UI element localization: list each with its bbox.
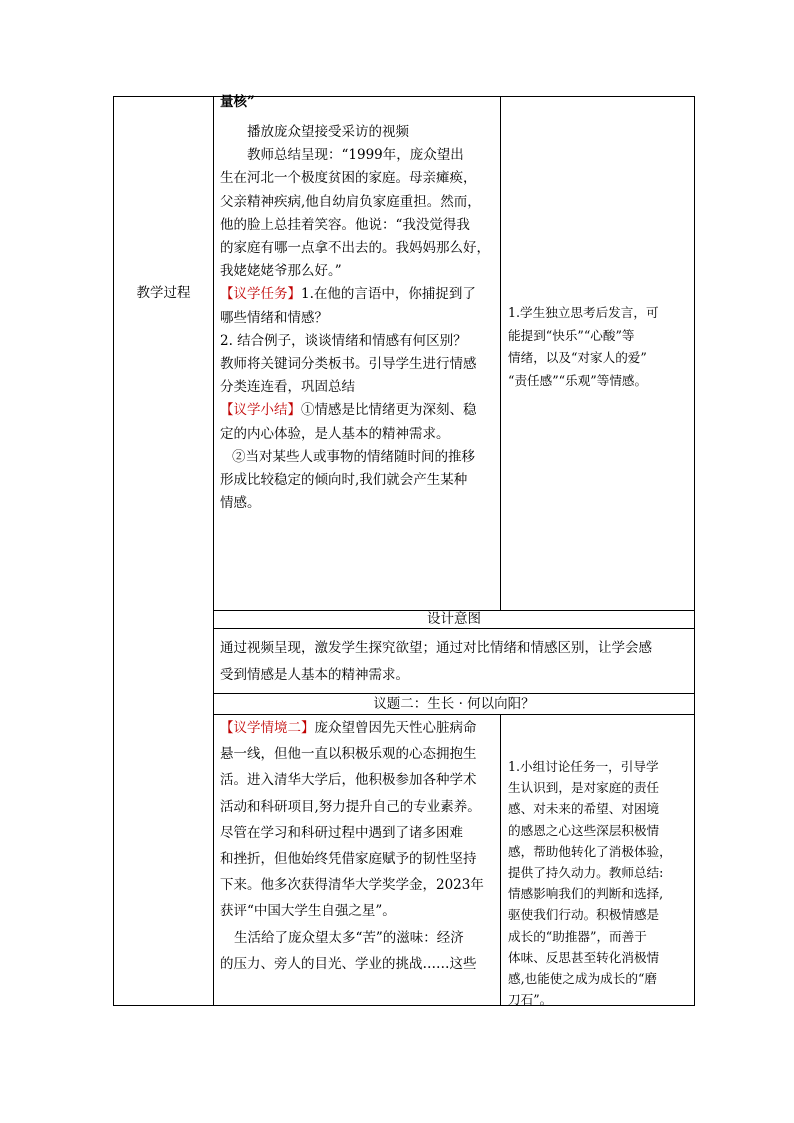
text-line: 活动和科研项目,努力提升自己的专业素养。	[220, 798, 481, 815]
text-line: 成长的“助推器”，而善于	[508, 928, 647, 944]
design-intent-header: 设计意图	[427, 611, 481, 627]
text-line: 情绪，以及“对家人的爱”	[508, 350, 647, 366]
text-line: 驱使我们行动。积极情感是	[508, 907, 660, 923]
top-right-cell	[508, 302, 690, 393]
text-line: 定的内心体验，是人基本的精神需求。	[220, 425, 450, 442]
topic2-header: 议题二：生长 · 何以向阳？	[373, 696, 535, 712]
text-line: 感，帮助他转化了消极体验，	[508, 843, 672, 859]
summary-text: ①情感是比情绪更为深刻、稳	[301, 402, 477, 419]
label-column-divider	[213, 96, 214, 1006]
text-line: 1.学生独立思考后发言，可	[508, 305, 659, 320]
text-line: 悬一线，但他一直以积极乐观的心态拥抱生	[220, 746, 477, 763]
text-line: 情感。	[220, 495, 261, 512]
summary-line	[220, 399, 498, 422]
lesson-table	[113, 96, 695, 1006]
text-line: 能提到“快乐”“心酸”等	[508, 327, 635, 343]
task-text: 1.在他的言语中，你捕捉到了	[301, 286, 476, 303]
text-line: 生活给了庞众望太多“苦”的滋味：经济	[234, 929, 464, 946]
text-line: 我姥姥姥爷那么好。”	[220, 263, 342, 280]
text-line: 体味、反思甚至转化消极情	[508, 949, 660, 965]
bottom-left-cell	[220, 715, 498, 977]
text-line: 刀石”。	[508, 992, 553, 1008]
text-line: 感,也能使之成为成长的“磨	[508, 971, 657, 987]
text-line: “责任感”“乐观”等情感。	[508, 373, 648, 389]
text-line: 教师总结呈现：“1999年，庞众望出	[247, 147, 464, 164]
task-tag: 【议学任务】	[220, 286, 301, 303]
table-border-left	[113, 96, 114, 1006]
text-line: 活。进入清华大学后，他积极参加各种学术	[220, 772, 477, 789]
text-line: 下来。他多次获得清华大学奖学金，2023年	[220, 877, 484, 894]
text-line: 形成比较稳定的倾向时,我们就会产生某种	[220, 472, 468, 489]
text-line: 提供了持久动力。教师总结:	[508, 865, 664, 881]
text-line: 分类连连看，巩固总结	[220, 379, 355, 396]
text-line: 的感恩之心这些深层积极情	[508, 822, 660, 838]
text-line: 的家庭有哪一点拿不出去的。我妈妈那么好，	[220, 240, 490, 257]
row-divider-2	[213, 628, 695, 629]
text-line: 教师将关键词分类板书。引导学生进行情感	[220, 356, 477, 373]
scenario-line	[220, 715, 498, 741]
row-label: 教学过程	[136, 285, 191, 301]
text-line: 生认识到，是对家庭的责任	[508, 780, 660, 796]
summary-tag: 【议学小结】	[220, 402, 301, 419]
text-line: 1.小组讨论任务一，引导学	[508, 759, 659, 774]
top-middle-divider	[500, 96, 501, 610]
text-line: ②当对某些人或事物的情绪随时间的推移	[232, 448, 475, 465]
text-line: 父亲精神疾病,他自幼肩负家庭重担。然而，	[220, 193, 481, 210]
text-line: 感、对未来的希望、对困境	[508, 801, 660, 817]
text-line: 哪些情绪和情感？	[220, 309, 328, 326]
text-line: 尽管在学习和科研过程中遇到了诸多困难	[220, 824, 463, 841]
text-line: 播放庞众望接受采访的视频	[247, 124, 409, 140]
text-line: 通过视频呈现，激发学生探究欲望；通过对比情绪和情感区别，让学会感	[220, 640, 652, 656]
text-line: 获评“中国大学生自强之星”。	[220, 903, 396, 920]
text-line: 受到情感是人基本的精神需求。	[220, 667, 409, 683]
text-line: 情感影响我们的判断和选择,	[508, 886, 664, 902]
design-intent-header-cell	[214, 611, 694, 628]
top-left-cell	[220, 94, 498, 515]
text-line: 生在河北一个极度贫困的家庭。母亲瘫痪，	[220, 170, 477, 187]
text-line: 的压力、旁人的目光、学业的挑战……这些	[220, 955, 477, 972]
topic2-header-cell	[214, 694, 694, 714]
scenario-text: 庞众望曾因先天性心脏病命	[314, 720, 477, 736]
design-intent-cell	[220, 635, 692, 689]
text-line: 和挫折，但他始终凭借家庭赋予的韧性坚持	[220, 851, 477, 868]
row-label-cell	[114, 282, 213, 305]
bottom-middle-divider	[500, 714, 501, 1006]
text-line: 他的脸上总挂着笑容。他说：“我没觉得我	[220, 216, 470, 233]
text-line: 量核”	[220, 94, 255, 110]
scenario-tag: 【议学情境二】	[220, 720, 315, 736]
bottom-right-cell	[508, 756, 690, 1010]
table-border-right	[694, 96, 695, 1006]
text-line: 2. 结合例子，谈谈情绪和情感有何区别？	[220, 332, 467, 349]
task-line	[220, 283, 498, 306]
